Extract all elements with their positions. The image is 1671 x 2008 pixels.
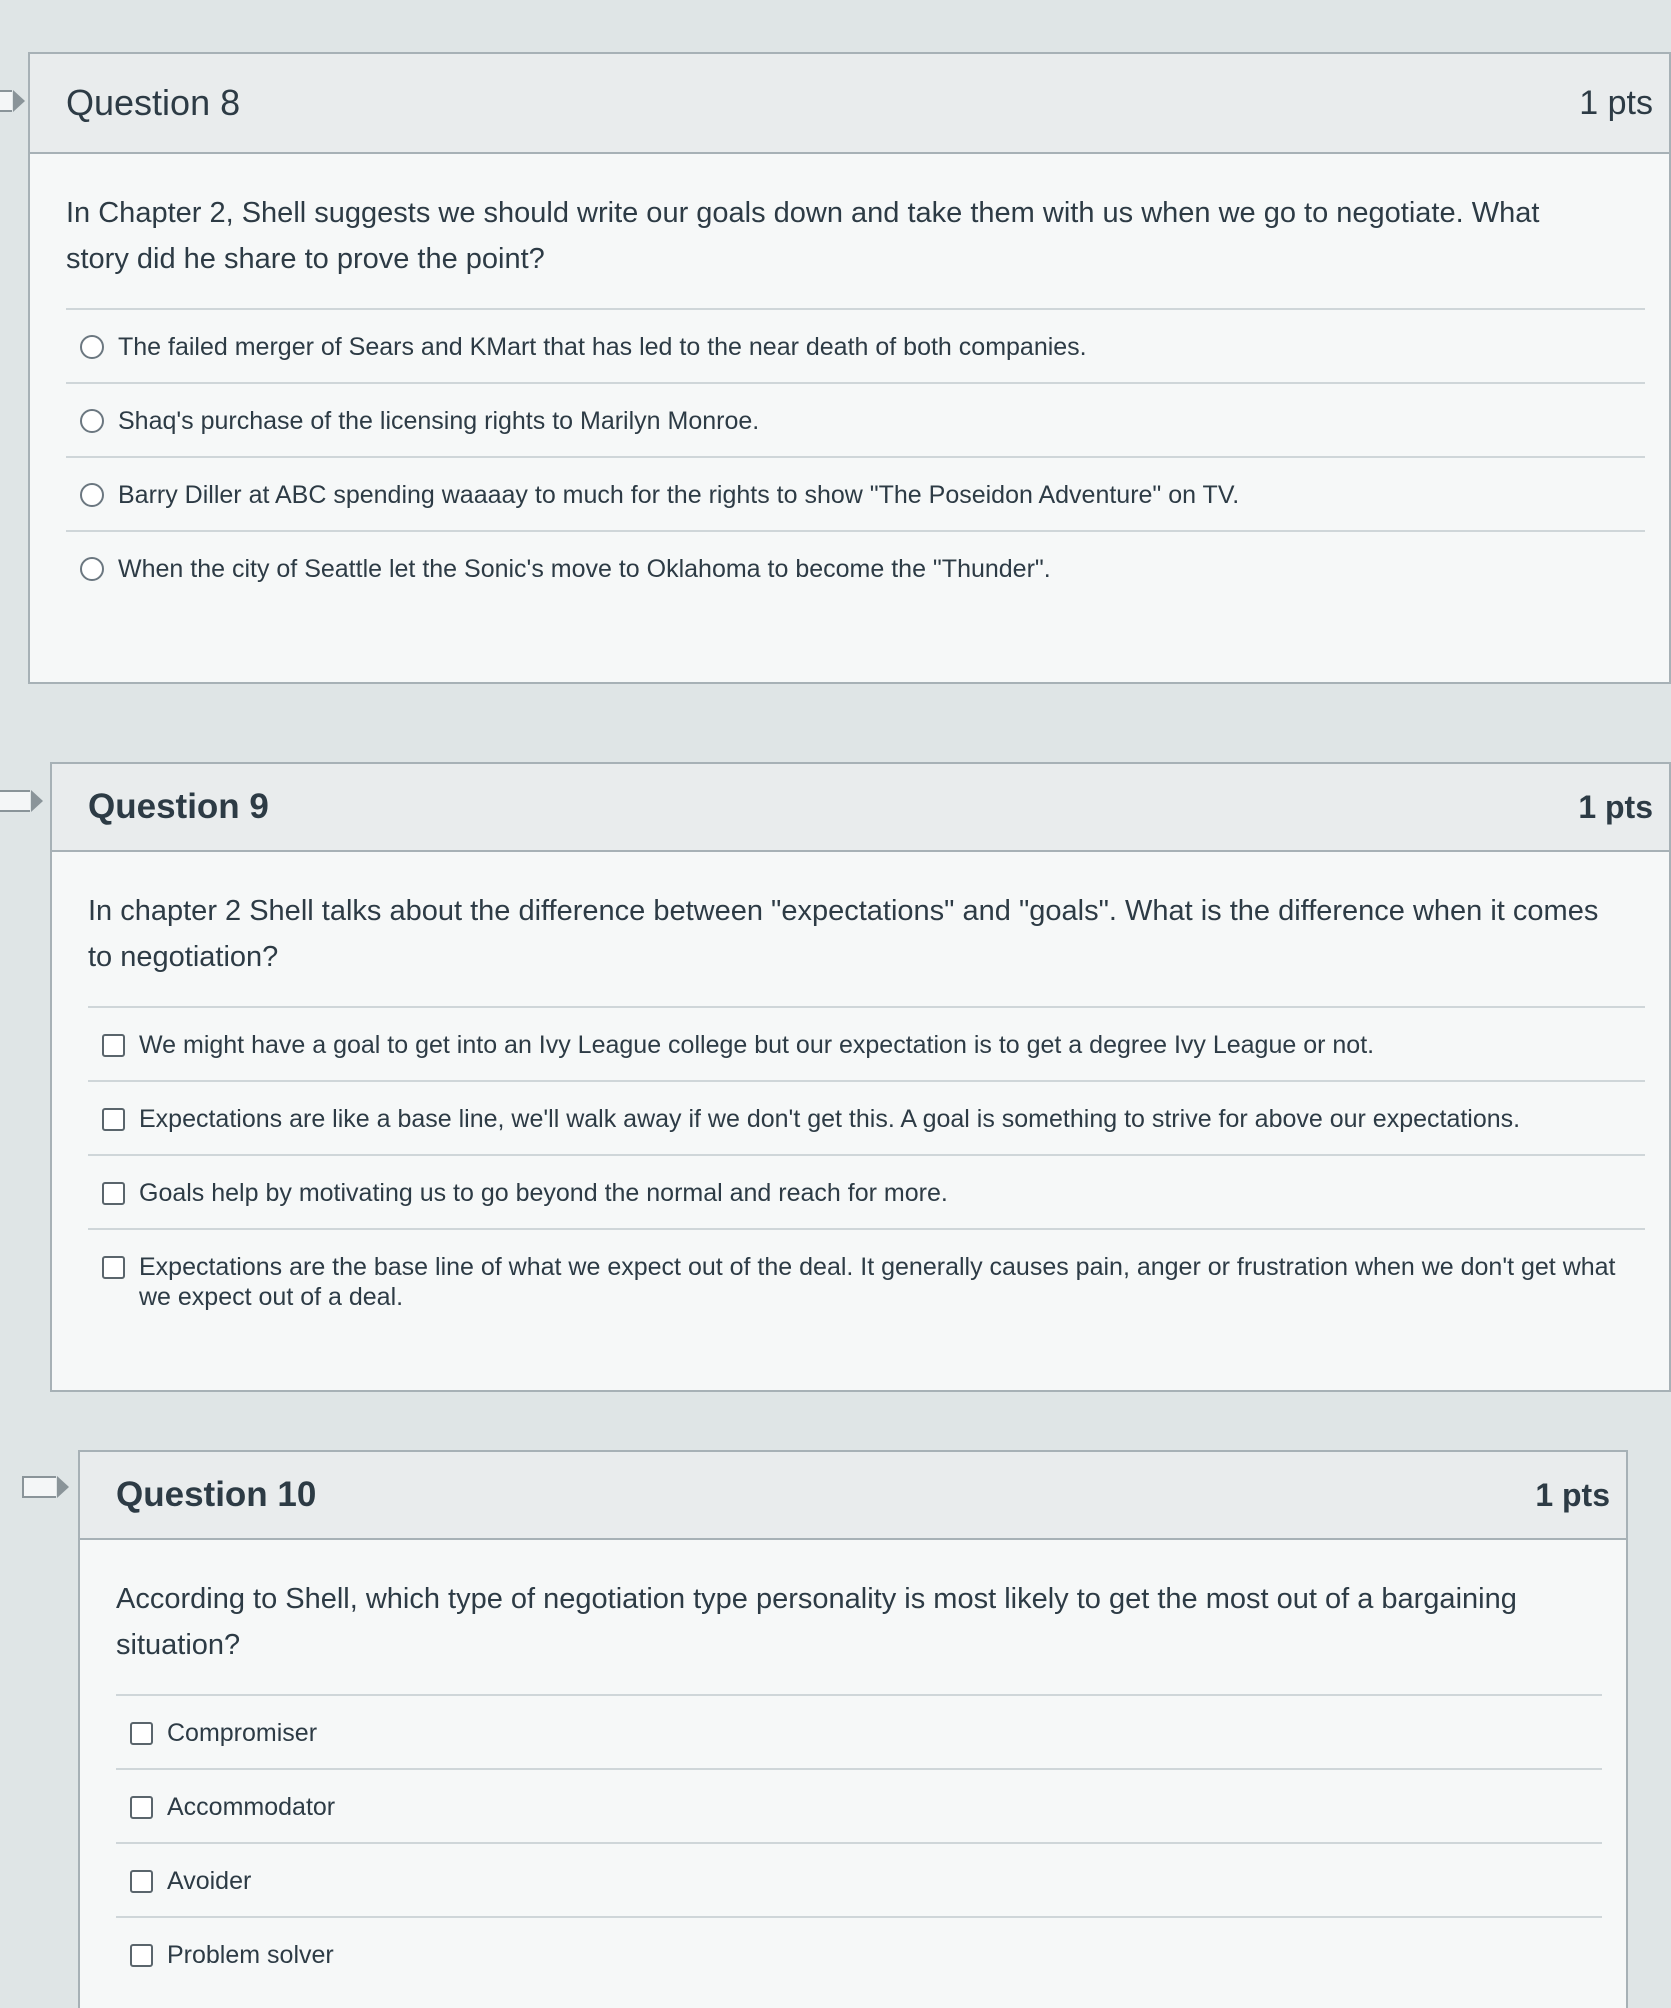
answer-option[interactable] [66, 382, 1645, 456]
question-text: In chapter 2 Shell talks about the difference between "expectations" and "goals". What is the difference when it comes to negotiation? [88, 895, 1599, 973]
question-text: In Chapter 2, Shell suggests we should write our goals down and take them with us when we go to negotiate. What story did he share to prove the point? [66, 197, 1540, 275]
checkbox-icon[interactable] [130, 1722, 153, 1745]
checkbox-icon[interactable] [102, 1108, 125, 1131]
checkbox-icon[interactable] [102, 1256, 125, 1279]
question-8 [28, 52, 1671, 684]
question-points: 1 pts [1535, 1476, 1610, 1513]
answer-list [88, 1006, 1645, 1332]
question-points: 1 pts [1579, 83, 1653, 122]
answer-label: Expectations are like a base line, we'll walk away if we don't get this. A goal is something to strive for above our expectations. [139, 1105, 1521, 1133]
answer-label: We might have a goal to get into an Ivy League college but our expectation is to get a degree Ivy League or not. [139, 1031, 1375, 1059]
checkbox-icon[interactable] [130, 1944, 153, 1967]
answer-option[interactable] [116, 1842, 1602, 1916]
radio-button-icon[interactable] [80, 409, 104, 433]
question-10 [78, 1450, 1628, 2008]
answer-option[interactable] [88, 1154, 1645, 1228]
answer-option[interactable] [116, 1694, 1602, 1768]
answer-label: Problem solver [167, 1941, 334, 1969]
answer-option[interactable] [116, 1768, 1602, 1842]
answer-label: Goals help by motivating us to go beyond the normal and reach for more. [139, 1179, 948, 1207]
radio-button-icon[interactable] [80, 483, 104, 507]
answer-label: Shaq's purchase of the licensing rights to Marilyn Monroe. [118, 407, 760, 435]
answer-label: Accommodator [167, 1793, 336, 1821]
checkbox-icon[interactable] [102, 1182, 125, 1205]
question-title: Question 8 [66, 82, 241, 123]
radio-button-icon[interactable] [80, 335, 104, 359]
answer-label: When the city of Seattle let the Sonic's move to Oklahoma to become the "Thunder". [118, 555, 1051, 583]
answer-option[interactable] [66, 530, 1645, 604]
radio-button-icon[interactable] [80, 557, 104, 581]
question-body [52, 852, 1669, 1362]
answer-label: The failed merger of Sears and KMart that has led to the near death of both companies. [118, 333, 1087, 361]
question-title: Question 9 [88, 787, 269, 826]
question-header [30, 54, 1669, 154]
question-header [52, 764, 1669, 852]
flag-question-9-icon[interactable] [0, 790, 30, 812]
answer-list [116, 1694, 1602, 1990]
answer-option[interactable] [116, 1916, 1602, 1990]
question-body [80, 1540, 1626, 2008]
answer-option[interactable] [88, 1080, 1645, 1154]
answer-label: Avoider [167, 1867, 252, 1895]
checkbox-icon[interactable] [102, 1034, 125, 1057]
question-text: According to Shell, which type of negotiation type personality is most likely to get the most out of a bargaining situation? [116, 1583, 1517, 1661]
answer-option[interactable] [88, 1006, 1645, 1080]
flag-question-10-icon[interactable] [22, 1476, 56, 1498]
answer-option[interactable] [66, 308, 1645, 382]
flag-question-8-icon[interactable] [0, 90, 12, 112]
question-title: Question 10 [116, 1475, 317, 1514]
question-header [80, 1452, 1626, 1540]
question-9 [50, 762, 1671, 1392]
answer-option[interactable] [88, 1228, 1645, 1332]
question-body [30, 154, 1669, 634]
question-points: 1 pts [1578, 788, 1653, 825]
checkbox-icon[interactable] [130, 1796, 153, 1819]
answer-label: Expectations are the base line of what we expect out of the deal. It generally causes pain, anger or frustration when we don't get what we expect out of a deal. [139, 1253, 1616, 1311]
answer-option[interactable] [66, 456, 1645, 530]
checkbox-icon[interactable] [130, 1870, 153, 1893]
answer-label: Compromiser [167, 1719, 318, 1747]
answer-label: Barry Diller at ABC spending waaaay to much for the rights to show "The Poseidon Adventure" on TV. [118, 481, 1240, 509]
answer-list [66, 308, 1645, 604]
